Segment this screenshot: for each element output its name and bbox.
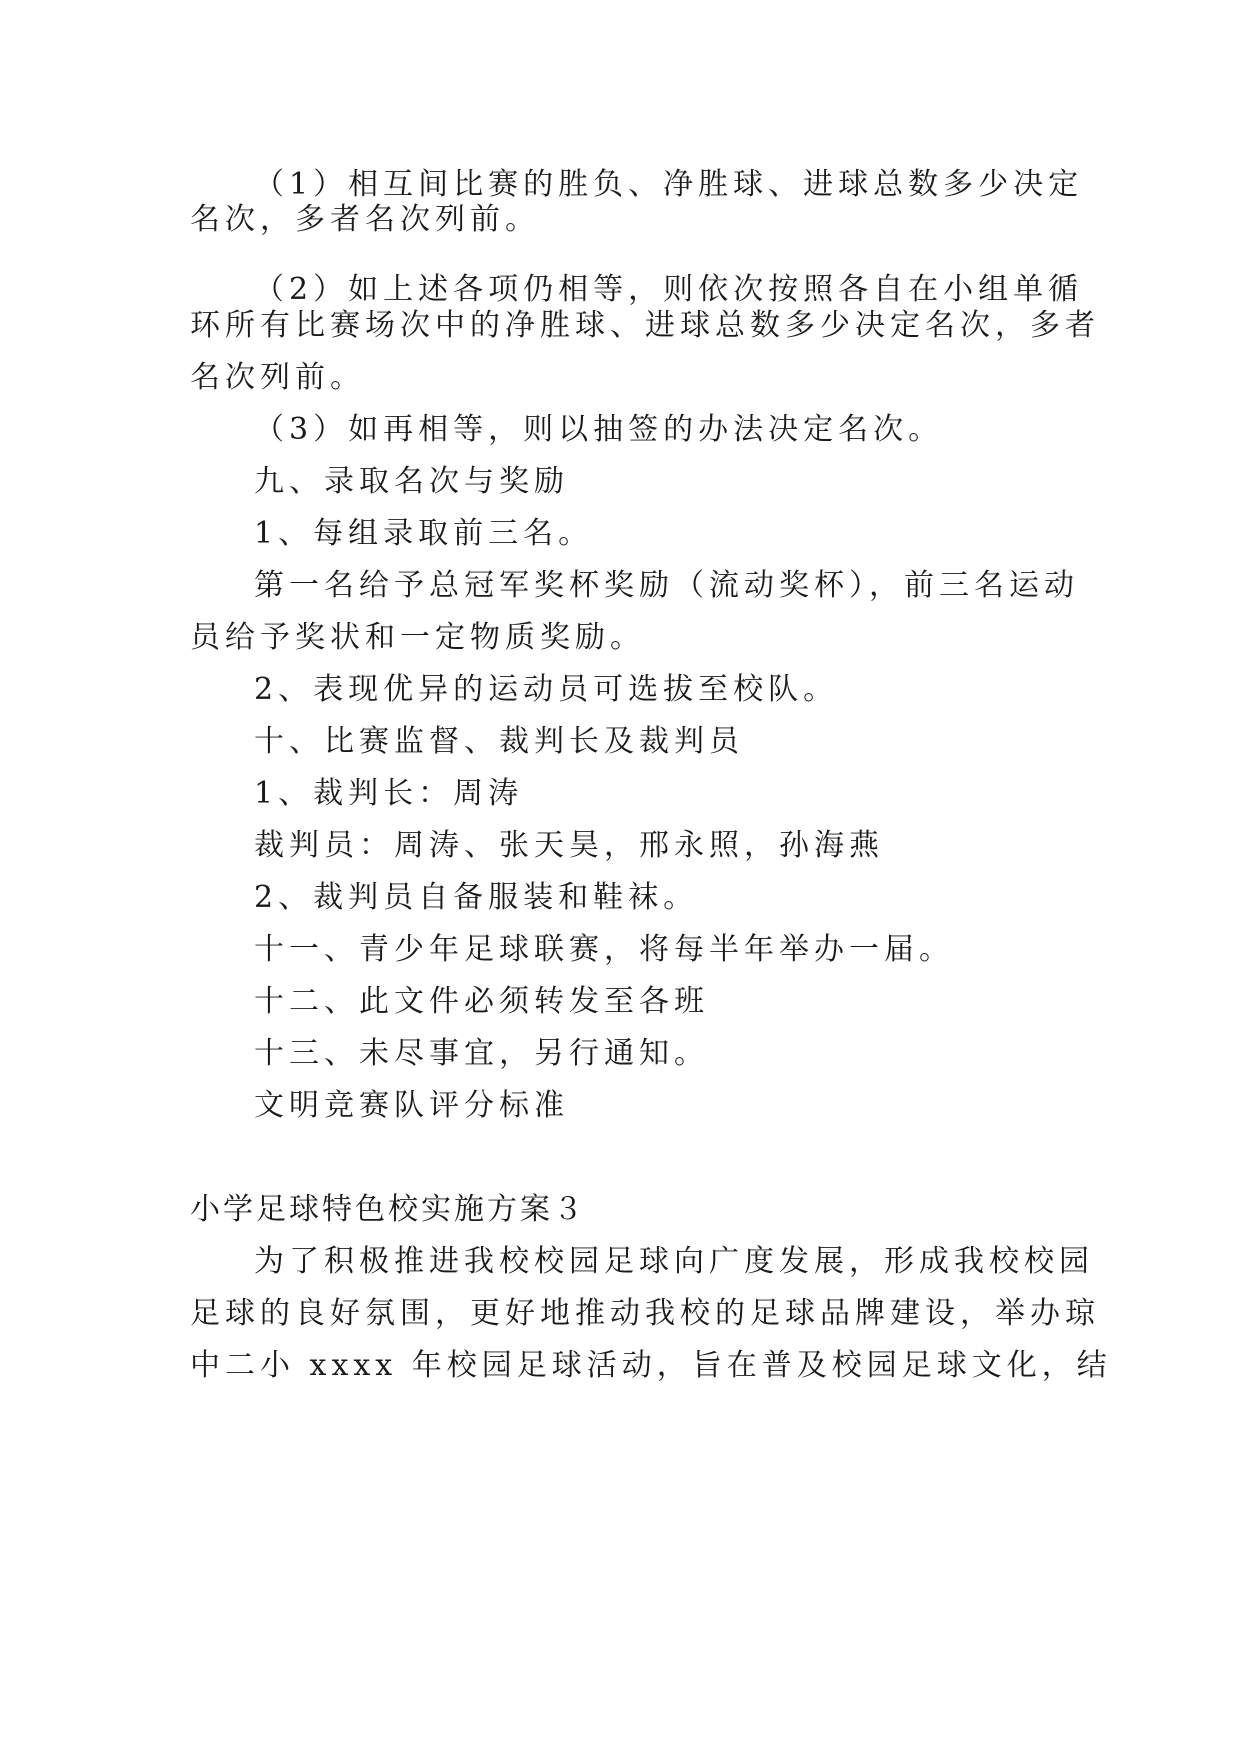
paragraph-line: （2）如上述各项仍相等，则依次按照各自在小组单循 <box>254 272 1084 307</box>
paragraph-line: 中二小 xxxx 年校园足球活动，旨在普及校园足球文化，结 <box>190 1348 1112 1383</box>
paragraph-line: 2、表现优异的运动员可选拔至校队。 <box>254 672 839 707</box>
paragraph-line: （3）如再相等，则以抽签的办法决定名次。 <box>254 412 944 447</box>
paragraph-line: 2、裁判员自备服装和鞋袜。 <box>254 880 699 915</box>
paragraph-line: 员给予奖状和一定物质奖励。 <box>190 620 645 655</box>
paragraph-line: 1、每组录取前三名。 <box>254 516 594 551</box>
paragraph-line: （1）相互间比赛的胜负、净胜球、进球总数多少决定 <box>254 167 1084 202</box>
section-heading: 十、比赛监督、裁判长及裁判员 <box>254 724 744 759</box>
paragraph-line: 为了积极推进我校校园足球向广度发展，形成我校校园 <box>254 1244 1094 1279</box>
paragraph-line: 裁判员：周涛、张天昊，邢永照，孙海燕 <box>254 828 884 863</box>
section-heading: 十二、此文件必须转发至各班 <box>254 984 709 1019</box>
section-heading: 十三、未尽事宜，另行通知。 <box>254 1036 709 1071</box>
paragraph-line: 环所有比赛场次中的净胜球、进球总数多少决定名次，多者 <box>190 308 1100 343</box>
section-heading: 十一、青少年足球联赛，将每半年举办一届。 <box>254 932 954 967</box>
paragraph-line: 足球的良好氛围，更好地推动我校的足球品牌建设，举办琼 <box>190 1296 1100 1331</box>
paragraph-line: 文明竞赛队评分标准 <box>254 1088 569 1123</box>
section-heading: 九、录取名次与奖励 <box>254 464 569 499</box>
paragraph-line: 1、裁判长：周涛 <box>254 776 524 811</box>
paragraph-line: 名次，多者名次列前。 <box>190 202 540 237</box>
paragraph-line: 名次列前。 <box>190 360 365 395</box>
paragraph-line: 第一名给予总冠军奖杯奖励（流动奖杯），前三名运动 <box>254 568 1079 603</box>
section-title: 小学足球特色校实施方案３ <box>190 1192 586 1227</box>
